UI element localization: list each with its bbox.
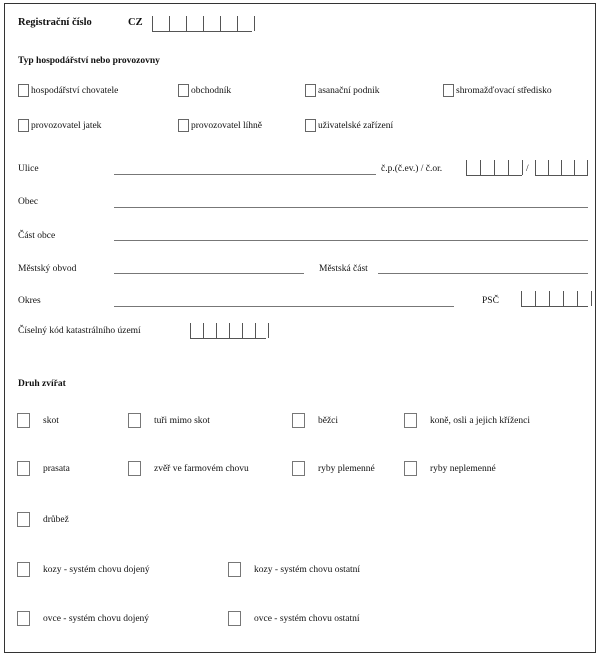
animal-label: drůbež	[43, 515, 69, 525]
checkbox-ovce-dojeny[interactable]	[17, 611, 30, 626]
katastr-label: Číselný kód katastrálního území	[18, 326, 141, 336]
okres-label: Okres	[18, 296, 41, 306]
animal-label: prasata	[43, 464, 70, 474]
animal-label: běžci	[318, 416, 339, 426]
animal-label: ovce - systém chovu ostatní	[254, 614, 360, 624]
animal-label: koně, osli a jejich kříženci	[430, 416, 530, 426]
animal-label: zvěř ve farmovém chovu	[154, 464, 249, 474]
cast-obce-label: Část obce	[18, 231, 56, 241]
animal-label: ryby neplemenné	[430, 464, 496, 474]
option-label: obchodník	[191, 86, 232, 96]
checkbox-obchodnik[interactable]	[178, 84, 189, 97]
cast-obce-field[interactable]	[114, 240, 588, 241]
slash: /	[526, 164, 529, 174]
animal-label: ryby plemenné	[318, 464, 375, 474]
option-label: uživatelské zařízení	[318, 121, 394, 131]
checkbox-hospodarstvi-chovatele[interactable]	[18, 84, 29, 97]
checkbox-turi-mimo-skot[interactable]	[128, 413, 141, 428]
country-code: CZ	[128, 17, 143, 28]
checkbox-kozy-ostatni[interactable]	[228, 562, 241, 577]
psc-label: PSČ	[482, 296, 499, 306]
checkbox-ovce-ostatni[interactable]	[228, 611, 241, 626]
obec-label: Obec	[18, 197, 39, 207]
animal-label: skot	[43, 416, 59, 426]
mestska-cast-label: Městská část	[319, 264, 368, 274]
mestsky-obvod-label: Městský obvod	[18, 264, 77, 274]
checkbox-kozy-dojeny[interactable]	[17, 562, 30, 577]
checkbox-skot[interactable]	[17, 413, 30, 428]
katastr-field[interactable]	[190, 323, 266, 339]
animal-label: kozy - systém chovu dojený	[43, 565, 150, 575]
cp-field[interactable]	[466, 160, 522, 176]
cor-field[interactable]	[535, 160, 588, 176]
animal-label: tuři mimo skot	[154, 416, 210, 426]
registration-number-label: Registrační číslo	[18, 17, 92, 28]
checkbox-drubez[interactable]	[17, 512, 30, 527]
checkbox-uzivatelske-zarizeni[interactable]	[305, 119, 316, 132]
obec-field[interactable]	[114, 207, 588, 208]
registration-number-field[interactable]	[152, 16, 252, 32]
cp-label: č.p.(č.ev.) / č.or.	[381, 164, 443, 174]
animal-label: kozy - systém chovu ostatní	[254, 565, 361, 575]
option-label: asanační podnik	[318, 86, 380, 96]
option-label: provozovatel líhně	[191, 121, 262, 131]
checkbox-ryby-neplemenne[interactable]	[404, 461, 417, 476]
mestska-cast-field[interactable]	[378, 273, 588, 274]
animal-label: ovce - systém chovu dojený	[43, 614, 150, 624]
okres-field[interactable]	[114, 306, 454, 307]
checkbox-ryby-plemenne[interactable]	[292, 461, 305, 476]
ulice-label: Ulice	[18, 164, 39, 174]
option-label: provozovatel jatek	[31, 121, 102, 131]
checkbox-kone[interactable]	[404, 413, 417, 428]
typ-heading: Typ hospodářství nebo provozovny	[18, 56, 160, 66]
checkbox-shromazdovaci-stredisko[interactable]	[443, 84, 454, 97]
checkbox-prasata[interactable]	[17, 461, 30, 476]
option-label: hospodářství chovatele	[31, 86, 119, 96]
checkbox-zver-farmovy-chov[interactable]	[128, 461, 141, 476]
druh-heading: Druh zvířat	[18, 379, 66, 389]
checkbox-provozovatel-lihne[interactable]	[178, 119, 189, 132]
psc-field[interactable]	[521, 291, 588, 307]
ulice-field[interactable]	[114, 174, 376, 175]
checkbox-asanacni-podnik[interactable]	[305, 84, 316, 97]
option-label: shromažďovací středisko	[456, 86, 552, 96]
checkbox-bezci[interactable]	[292, 413, 305, 428]
mestsky-obvod-field[interactable]	[114, 273, 304, 274]
checkbox-provozovatel-jatek[interactable]	[18, 119, 29, 132]
